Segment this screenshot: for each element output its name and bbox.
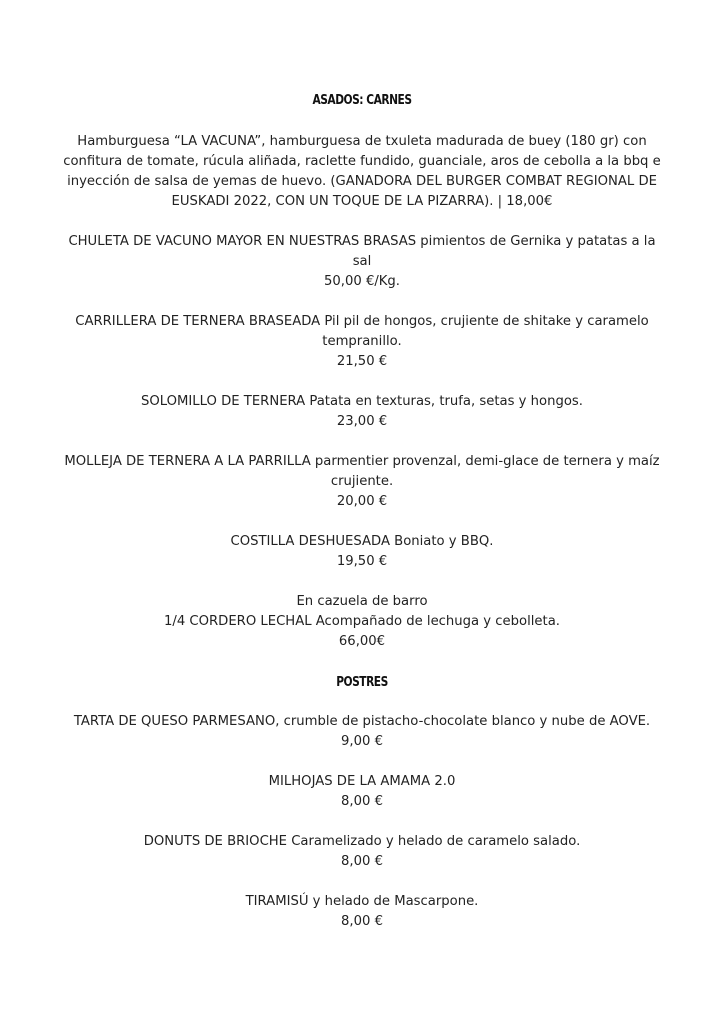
item-description: 1/4 CORDERO LECHAL Acompañado de lechuga y cebolleta. [164,614,560,629]
menu-item-costilla [60,532,664,572]
menu-item-carrillera [60,312,664,372]
menu-item-tarta-queso [60,712,664,752]
menu-item-hamburguesa [60,132,664,212]
item-description: TIRAMISÚ y helado de Mascarpone. [245,894,479,909]
section-title-postres: POSTRES [336,675,388,690]
item-price: 50,00 €/Kg. [324,274,400,289]
menu-page [60,90,664,932]
menu-item-donuts [60,832,664,872]
menu-item-chuleta [60,232,664,292]
item-description: TARTA DE QUESO PARMESANO, crumble de pistacho-chocolate blanco y nube de AOVE. [73,714,651,729]
item-description: CHULETA DE VACUNO MAYOR EN NUESTRAS BRASAS pimientos de Gernika y patatas a la sal [68,234,656,269]
menu-item-cordero [60,592,664,652]
item-price: 8,00 € [341,914,383,929]
menu-item-molleja [60,452,664,512]
item-price: 8,00 € [341,794,383,809]
menu-item-milhojas [60,772,664,812]
item-description: SOLOMILLO DE TERNERA Patata en texturas, trufa, setas y hongos. [141,394,583,409]
item-price: 20,00 € [336,494,388,509]
item-description: CARRILLERA DE TERNERA BRASEADA Pil pil de hongos, crujiente de shitake y caramelo tempranillo. [75,314,649,349]
item-price: 9,00 € [341,734,383,749]
item-price: 8,00 € [341,854,383,869]
item-price: 66,00€ [338,634,386,649]
item-price: 19,50 € [336,554,388,569]
item-description: DONUTS DE BRIOCHE Caramelizado y helado de caramelo salado. [143,834,581,849]
item-description: MOLLEJA DE TERNERA A LA PARRILLA parmentier provenzal, demi-glace de ternera y maíz crujiente. [64,454,660,489]
item-price: 21,50 € [336,354,388,369]
item-description: MILHOJAS DE LA AMAMA 2.0 [268,774,456,789]
item-description: Hamburguesa “LA VACUNA”, hamburguesa de txuleta madurada de buey (180 gr) con confitura de tomate, rúcula aliñada, raclette fundido, guanciale, aros de cebolla a la bbq e inyección de salsa de yemas de huevo. (GANADORA DEL BURGER COMBAT REGIONAL DE EUSKADI 2022, CON UN TOQUE DE LA PIZARRA). | 18,00€ [63,134,661,209]
section-title-asados-carnes: ASADOS: CARNES [312,93,412,108]
menu-item-tiramisu [60,892,664,932]
item-price: 23,00 € [336,414,388,429]
item-note: En cazuela de barro [296,594,428,609]
item-description: COSTILLA DESHUESADA Boniato y BBQ. [230,534,494,549]
menu-item-solomillo [60,392,664,432]
